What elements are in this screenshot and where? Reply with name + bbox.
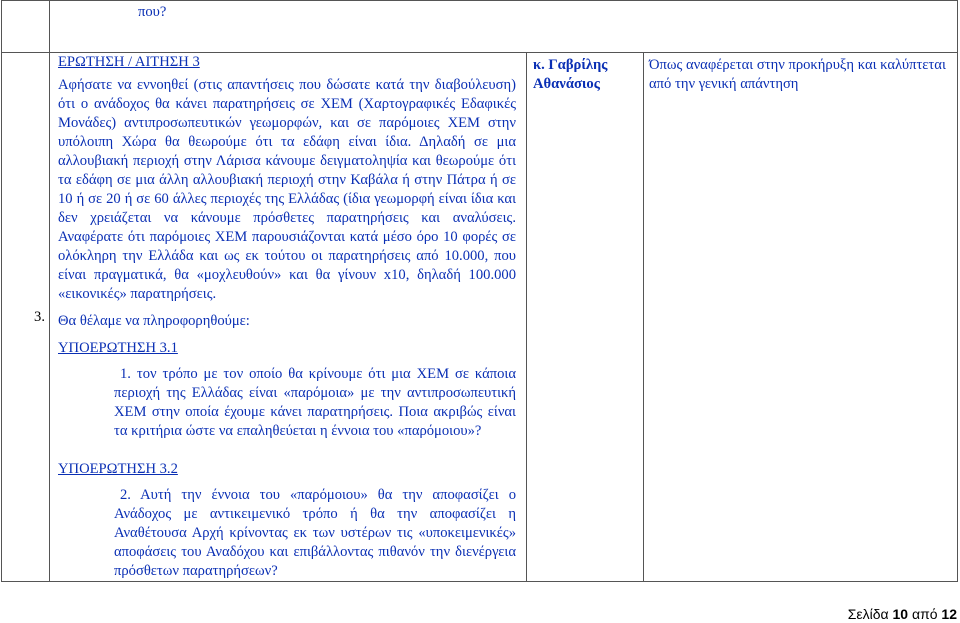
question-paragraph: Αφήσατε να εννοηθεί (στις απαντήσεις που δώσατε κατά την διαβούλευση) ότι ο ανάδοχος θα κάνει παρατηρήσεις σε ΧΕΜ (Χαρτογραφικές Εδαφικές Μονάδες) αντιπροσωπευτικών γεωμορφών, και σε παρόμοιες ΧΕΜ στην υπόλοιπη Χώρα θα θεωρούμε ότι τα εδάφη είναι ίδια. Δηλαδή σε μια αλλουβιακή περιοχή στην Λάρισα κάνουμε δειγματοληψία και θεωρούμε ότι τα εδάφη σε μια άλλη αλλουβιακή περιοχή στην Καβάλα ή στην Πάτρα ή σε 10 ή σε 20 ή σε 60 άλλες περιοχές της Ελλάδας (ίδια γεωμορφή είναι ίδια και δεν χρειάζεται να κάνουμε πρόσθετες παρατηρήσεις και αναλύσεις. Αναφέρατε ότι παρόμοιες ΧΕΜ παρουσιάζονται κατά μέσο όρο 10 φορές σε ολόκληρη την Ελλάδα και ως εκ τούτου οι παρατηρήσεις από 10.000, που είναι πραγματικά, θα «μοχλευθούν» και θα γίνουν x10, δηλαδή 100.000 «εικονικές» παρατηρήσεις. xyxy=(58,77,516,302)
footer-total-pages: 12 xyxy=(941,606,957,622)
footer-label: Σελίδα xyxy=(847,606,889,622)
question-cell xyxy=(50,53,527,582)
subquestion-2-title: ΥΠΟΕΡΩΤΗΣΗ 3.2 xyxy=(58,461,178,477)
footer-of: από xyxy=(911,606,938,622)
author-cell xyxy=(527,53,644,582)
question-prompt: Θα θέλαμε να πληροφορηθούμε: xyxy=(58,313,250,329)
subquestion-1-text: 1. τον τρόπο με τον οποίο θα κρίνουμε ότι μια ΧΕΜ σε κάποια περιοχή της Ελλάδας είναι «παρόμοια» με την αντιπροσωπευτική ΧΕΜ στην οποία έχουμε κάνει παρατηρήσεις. Ποια ακριβώς είναι τα κριτήρια ώστε να επαληθεύεται η έννοια του «παρόμοιου»? xyxy=(114,366,516,439)
qa-table xyxy=(1,0,958,582)
subquestion-2-text: 2. Αυτή την έννοια του «παρόμοιου» θα την αποφασίζει ο Ανάδοχος με αντικειμενικό τρόπο ή θα την αποφασίζει η Αναθέτουσα Αρχή κρίνοντας εκ των υστέρων τις «υποκειμενικές» αποφάσεις του Αναδόχου και επιβάλλοντας πιθανόν την διενέργεια πρόσθετων παρατηρήσεων? xyxy=(114,487,516,579)
footer-current-page: 10 xyxy=(892,606,909,622)
author-name: κ. Γαβρίλης Αθανάσιος xyxy=(533,57,608,92)
page-footer xyxy=(848,606,957,622)
subquestion-1-title: ΥΠΟΕΡΩΤΗΣΗ 3.1 xyxy=(58,340,178,356)
question-title: ΕΡΩΤΗΣΗ / ΑΙΤΗΣΗ 3 xyxy=(58,54,200,70)
answer-text: Όπως αναφέρεται στην προκήρυξη και καλύπτεται από την γενική απάντηση xyxy=(649,57,946,92)
question-row xyxy=(2,53,958,582)
row-number: 3. xyxy=(34,308,45,325)
answer-cell xyxy=(644,53,958,582)
previous-row xyxy=(2,1,958,53)
previous-row-text: που? xyxy=(138,4,167,20)
